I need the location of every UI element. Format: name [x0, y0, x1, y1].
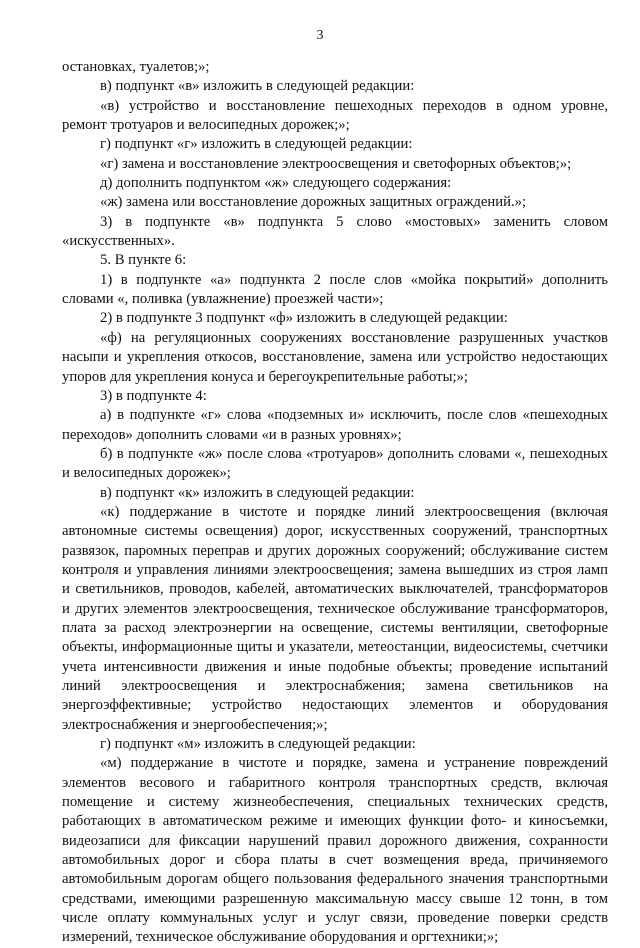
- paragraph: г) подпункт «м» изложить в следующей редакции:: [100, 736, 416, 753]
- paragraph: «г) замена и восстановление электроосвещения и светофорных объектов;»;: [100, 155, 572, 172]
- paragraph: 3) в подпункте «в» подпункта 5 слово «мостовых» заменить словом «искусственных».: [62, 213, 608, 250]
- paragraph: «ф) на регуляционных сооружениях восстановление разрушенных участков насыпи и укрепления откосов, восстановление, замена или устройство недостающих упоров для укрепления конуса и берегоукрепительные работы;»;: [62, 329, 608, 385]
- paragraph: «м) поддержание в чистоте и порядке, замена и устранение повреждений элементов весового и габаритного контроля транспортных средств, включая помещение и систему жизнеобеспечения, специальных технических средств, работающих в автоматическом режиме и имеющих функции фото- и киносъемки, видеозаписи для фиксации нарушений правил дорожного движения, сохранности автомобильных дорог и сбора платы в счет возмещения вреда, причиняемого автомобильным дорогам общего пользования федерального значения транспортными средствами, имеющими разрешенную максимальную массу свыше 12 тонн, в том числе оплату коммунальных услуг и услуг связи, проведение поверки средств измерений, техническое обслуживание оборудования и оргтехники;»;: [62, 755, 608, 946]
- document-body: [62, 58, 608, 948]
- paragraph: 5. В пункте 6:: [100, 252, 187, 269]
- paragraph: в) подпункт «к» изложить в следующей редакции:: [100, 484, 415, 501]
- paragraph: д) дополнить подпунктом «ж» следующего содержания:: [100, 175, 452, 192]
- paragraph: «к) поддержание в чистоте и порядке линий электроосвещения (включая автономные системы освещения) дорог, искусственных сооружений, транспортных развязок, паромных переправ и других дорожных сооружений; обслуживание систем контроля и управления линиями электроосвещения; замена вышедших из строя ламп и светильников, проводов, кабелей, автоматических выключателей, трансформаторов и других элементов электроосвещения, техническое обслуживание трансформаторов, плата за расход электроэнергии на освещение, системы вентиляции, светофорные объекты, информационные щиты и указатели, метеостанции, видеосистемы, счетчики учета интенсивности движения и иные подобные объекты; проведение испытаний линий электроосвещения и электроснабжения; замена светильников на энергоэффективные; устройство недостающих элементов и оборудования электроснабжения и энергообеспечения;»;: [62, 503, 608, 733]
- paragraph: 2) в подпункте 3 подпункт «ф» изложить в следующей редакции:: [100, 310, 508, 327]
- paragraph: остановках, туалетов;»;: [62, 59, 210, 75]
- paragraph: а) в подпункте «г» слова «подземных и» исключить, после слов «пешеходных переходов» дополнить словами «и в разных уровнях»;: [62, 407, 608, 443]
- paragraph: в) подпункт «в» изложить в следующей редакции:: [100, 78, 415, 95]
- paragraph: б) в подпункте «ж» после слова «тротуаров» дополнить словами «, пешеходных и велосипедных дорожек»;: [62, 445, 608, 482]
- page-number: 3: [316, 28, 324, 43]
- paragraph: г) подпункт «г» изложить в следующей редакции:: [100, 136, 413, 153]
- paragraph: 3) в подпункте 4:: [100, 387, 207, 404]
- paragraph: «ж) замена или восстановление дорожных защитных ограждений.»;: [100, 194, 527, 211]
- paragraph: 1) в подпункте «а» подпункта 2 после слов «мойка покрытий» дополнить словами «, поливка (увлажнение) проезжей части»;: [62, 271, 608, 308]
- paragraph: «в) устройство и восстановление пешеходных переходов в одном уровне, ремонт тротуаров и велосипедных дорожек;»;: [62, 97, 608, 134]
